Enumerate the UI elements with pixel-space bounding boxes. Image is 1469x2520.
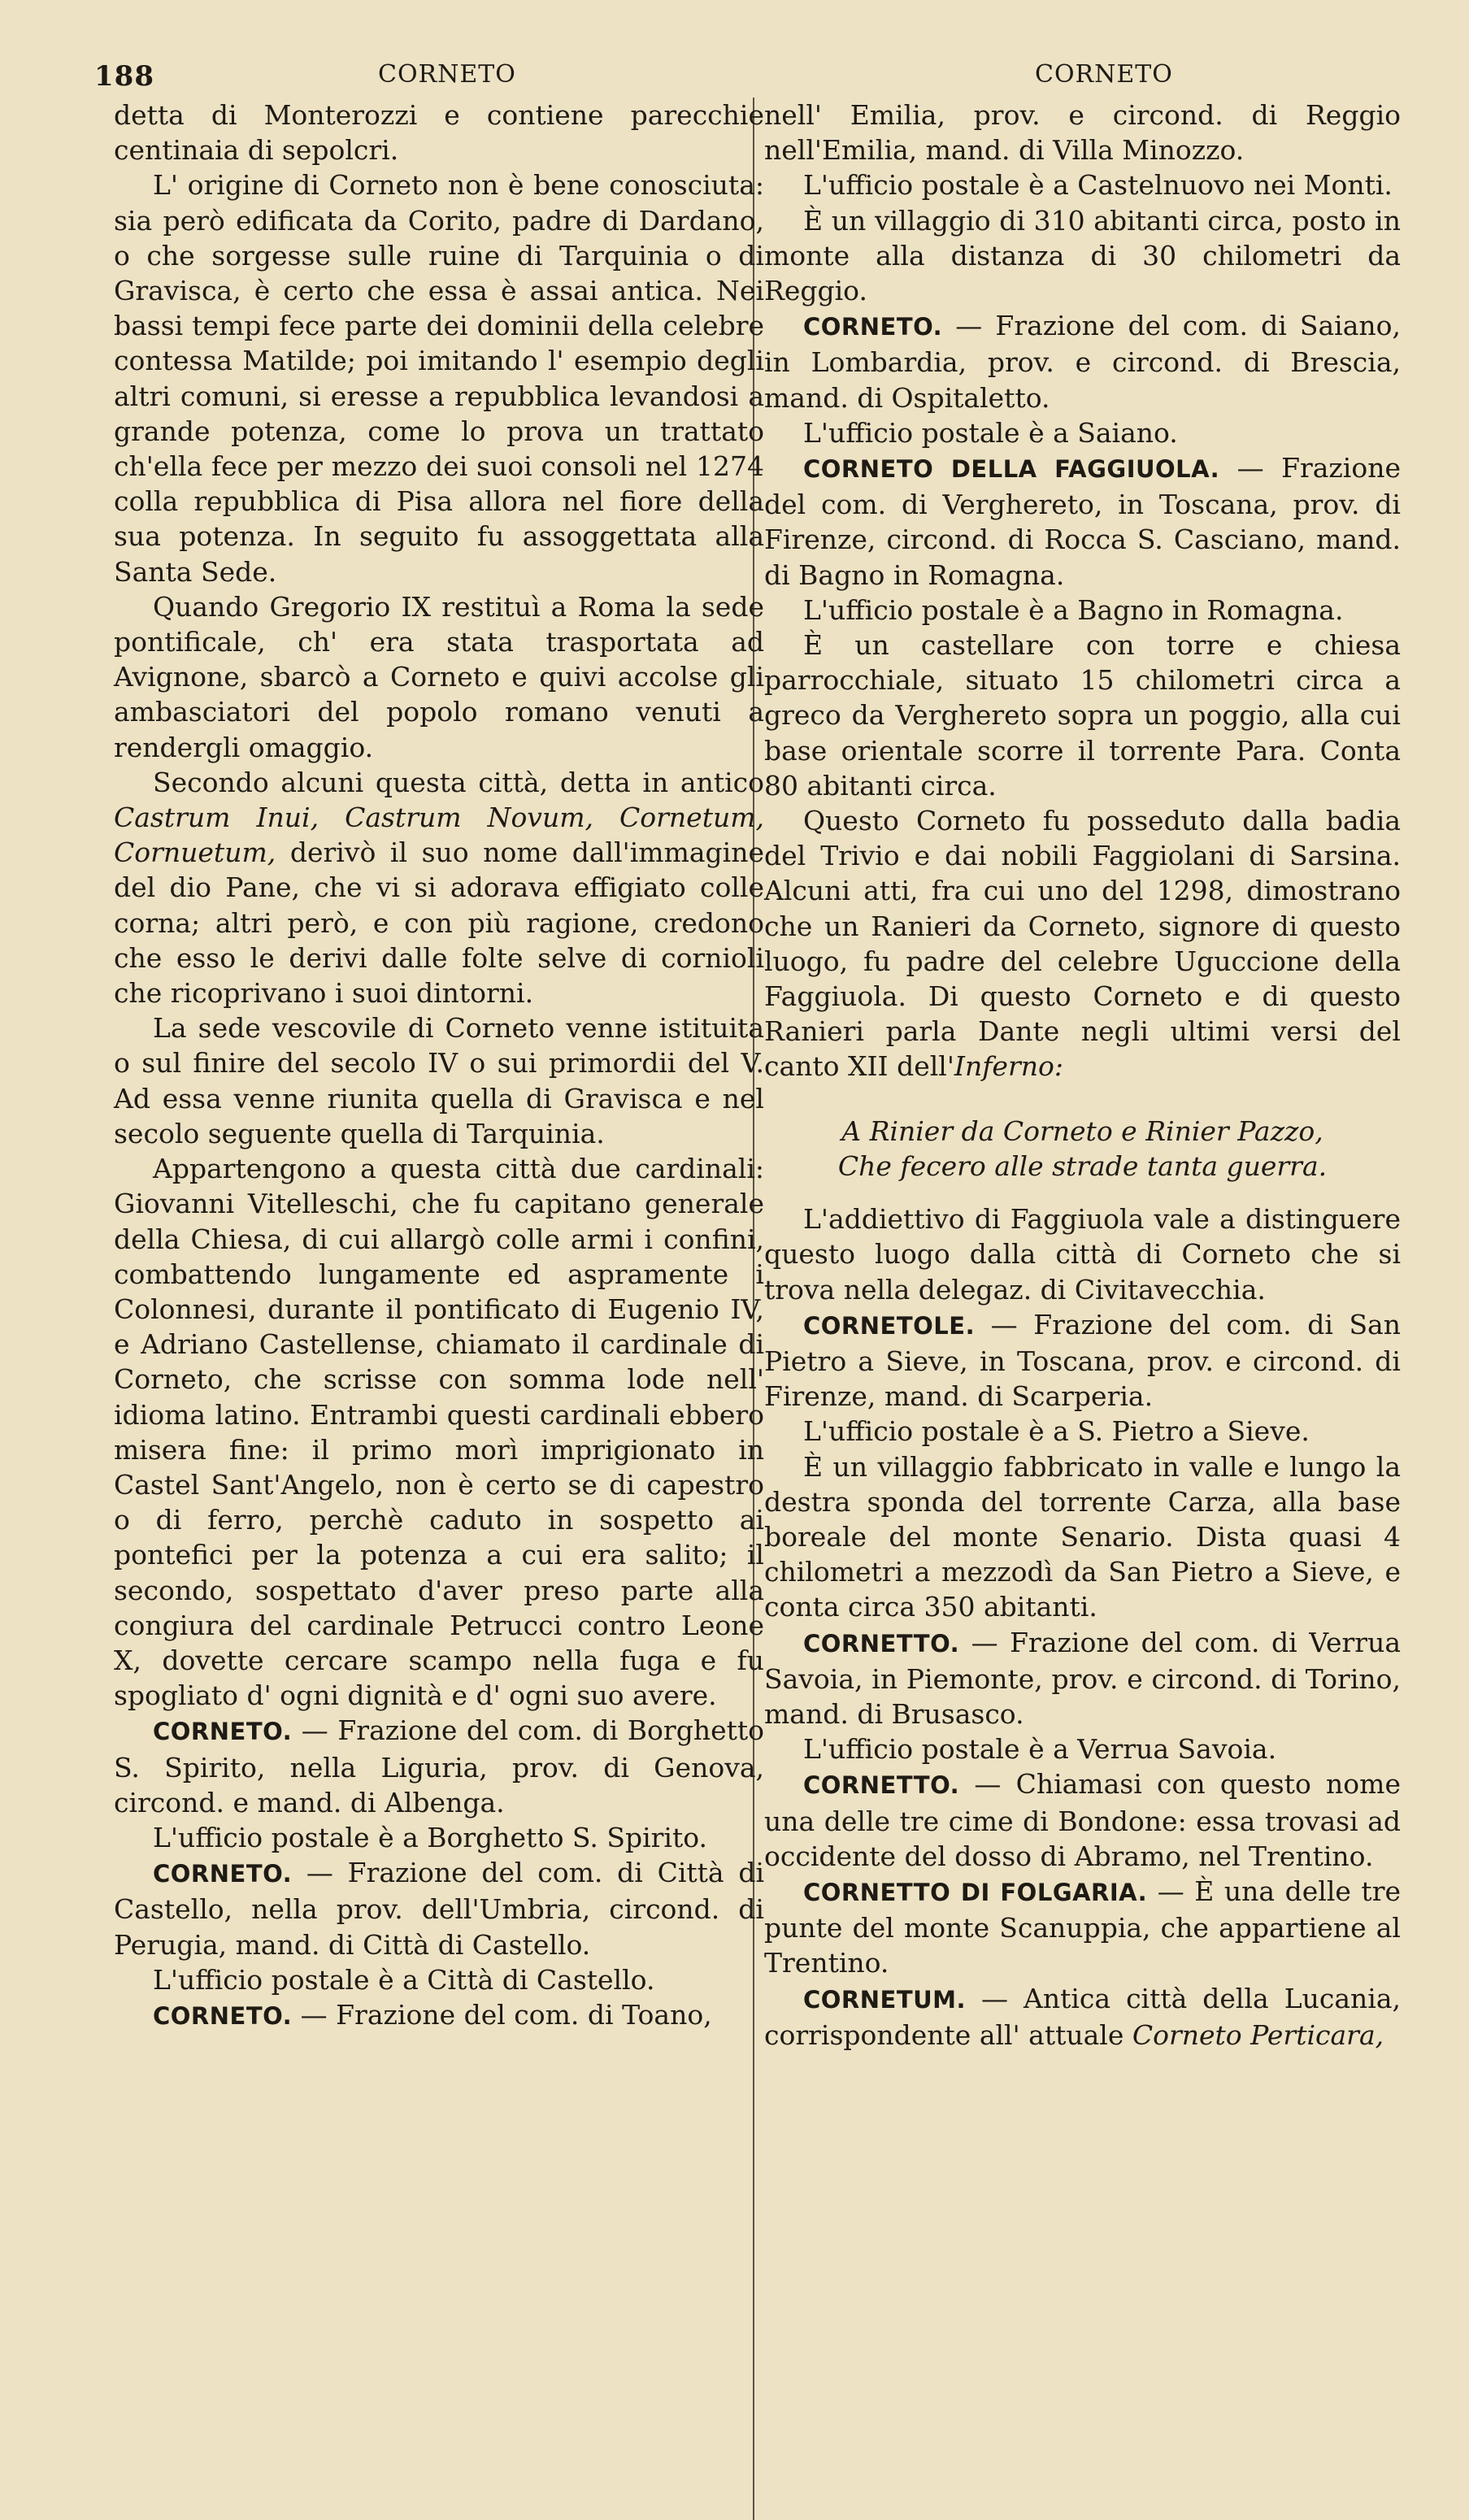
entry-heading: CORNETO DELLA FAGGIUOLA.: [803, 455, 1220, 484]
entry: [764, 1307, 1401, 1414]
text: Secondo alcuni questa città, detta in antico: [153, 766, 764, 798]
entry-text: — Frazione del com. di Saiano, in Lombardia, prov. e circond. di Brescia, mand. di Ospitaletto.: [764, 310, 1401, 414]
paragraph: La sede vescovile di Corneto venne istituita o sul finire del secolo IV o sui primordii del V. Ad essa venne riunita quella di Gravisca e nel secolo seguente quella di Tarquinia.: [114, 1012, 764, 1149]
paragraph: L'ufficio postale è a S. Pietro a Sieve.: [803, 1415, 1310, 1448]
paragraph: detta di Monterozzi e contiene parecchie centinaia di sepolcri.: [114, 99, 764, 167]
paragraph: L'addiettivo di Faggiuola vale a distinguere questo luogo dalla città di Corneto che si trova nella delegaz. di Civitavecchia.: [764, 1203, 1401, 1306]
entry-text: — Frazione del com. di Città di Castello, nella prov. dell'Umbria, circond. di Perugia, mand. di Città di Castello.: [114, 1857, 764, 1961]
paragraph: È un castellare con torre e chiesa parrocchiale, situato 15 chilometri circa a greco da Verghereto sopra un poggio, alla cui base orientale scorre il torrente Para. Conta 80 abitanti circa.: [764, 629, 1401, 802]
paragraph: L'ufficio postale è a Saiano.: [803, 416, 1178, 449]
running-head-right: CORNETO: [1035, 60, 1173, 89]
entry: [764, 1981, 1401, 2053]
text: Questo Corneto fu posseduto dalla badia del Trivio e dai nobili Faggiolani di Sarsina. Alcuni atti, fra cui uno del 1298, dimostrano che un Ranieri da Corneto, signore di questo luogo, fu padre del celebre Uguccione della Faggiuola. Di questo Corneto e di questo Ranieri parla Dante negli ultimi versi del canto XII dell': [764, 805, 1401, 1083]
entry: [114, 1713, 764, 1820]
entry-heading: CORNETOLE.: [803, 1311, 976, 1340]
paragraph: È un villaggio di 310 abitanti circa, posto in monte alla distanza di 30 chilometri da Reggio.: [764, 204, 1401, 307]
paragraph: L'ufficio postale è a Verrua Savoia.: [803, 1733, 1277, 1766]
entry-text: — Frazione del com. di Toano,: [300, 1998, 712, 2031]
paragraph: [764, 803, 1401, 1084]
entry: [114, 1855, 764, 1962]
italic-text: Castrum Inui, Castrum Novum, Cornetum, Cornuetum,: [114, 802, 764, 869]
quote-line: A Rinier da Corneto e Rinier Pazzo,: [841, 1114, 1323, 1147]
entry: [764, 450, 1401, 593]
entry-text: — Frazione del com. di Verrua Savoia, in Piemonte, prov. e circond. di Torino, mand. di Brusasco.: [764, 1626, 1401, 1730]
entry-heading: CORNETTO.: [803, 1629, 960, 1658]
paragraph: L'ufficio postale è a Bagno in Romagna.: [803, 593, 1344, 626]
entry-text: — Frazione del com. di Borghetto S. Spirito, nella Liguria, prov. di Genova, circond. e mand. di Albenga.: [114, 1714, 764, 1818]
entry-heading: CORNETO.: [803, 313, 943, 341]
entry-heading: CORNETO.: [153, 1860, 293, 1888]
left-column: [114, 98, 764, 2034]
entry-text: — Chiamasi con questo nome una delle tre cime di Bondone: essa trovasi ad occidente del dosso di Abramo, nel Trentino.: [764, 1768, 1401, 1872]
paragraph: [114, 765, 764, 1010]
entry: [764, 1625, 1401, 1732]
italic-text: Corneto Perticara,: [1132, 2018, 1384, 2051]
entry: [764, 1766, 1401, 1874]
entry: [764, 308, 1401, 415]
entry-heading: CORNETTO.: [803, 1771, 960, 1800]
right-column: [764, 98, 1401, 2053]
running-head-left: CORNETO: [378, 60, 516, 89]
paragraph: L'ufficio postale è a Borghetto S. Spirito.: [153, 1821, 707, 1853]
paragraph: Quando Gregorio IX restituì a Roma la sede pontificale, ch' era stata trasportata ad Avignone, sbarcò a Corneto e quivi accolse gli ambasciatori del popolo romano venuti a rendergli omaggio.: [114, 590, 764, 763]
text: derivò il suo nome dall'immagine del dio Pane, che vi si adorava effigiato colle corna; altri però, e con più ragione, credono che esso le derivi dalle folte selve di cornioli che ricoprivano i suoi dintorni.: [114, 836, 765, 1010]
quotation: [764, 1114, 1401, 1184]
paragraph: L'ufficio postale è a Città di Castello.: [153, 1963, 655, 1996]
page-number: 188: [94, 60, 154, 93]
entry-text: — Antica città della Lucania, corrispondente all' attuale: [764, 1982, 1401, 2051]
paragraph: L'ufficio postale è a Castelnuovo nei Monti.: [803, 169, 1393, 202]
paragraph: nell' Emilia, prov. e circond. di Reggio nell'Emilia, mand. di Villa Minozzo.: [764, 99, 1401, 167]
italic-text: Inferno:: [954, 1050, 1063, 1083]
entry-heading: CORNETTO DI FOLGARIA.: [803, 1878, 1148, 1906]
entry: [114, 1997, 764, 2034]
entry: [764, 1874, 1401, 1981]
entry-text: — È una delle tre punte del monte Scanuppia, che appartiene al Trentino.: [764, 1875, 1401, 1979]
quote-line: Che fecero alle strade tanta guerra.: [837, 1149, 1328, 1182]
entry-heading: CORNETO.: [153, 2001, 293, 2030]
paragraph: L' origine di Corneto non è bene conosciuta: sia però edificata da Corito, padre di Dardano, o che sorgesse sulle ruine di Tarquinia o di Gravisca, è certo che essa è assai antica. Nei bassi tempi fece parte dei dominii della celebre contessa Matilde; poi imitando l' esempio degli altri comuni, si eresse a repubblica levandosi a grande potenza, come lo prova un trattato ch'ella fece per mezzo dei suoi consoli nel 1274 colla repubblica di Pisa allora nel fiore della sua potenza. In seguito fu assoggettata alla Santa Sede.: [114, 169, 764, 588]
entry-text: — Frazione del com. di Verghereto, in Toscana, prov. di Firenze, circond. di Rocca S. Casciano, mand. di Bagno in Romagna.: [764, 452, 1402, 591]
entry-text: — Frazione del com. di San Pietro a Sieve, in Toscana, prov. e circond. di Firenze, mand. di Scarperia.: [764, 1308, 1401, 1413]
entry-heading: CORNETO.: [153, 1718, 293, 1746]
paragraph: È un villaggio fabbricato in valle e lungo la destra sponda del torrente Carza, alla base boreale del monte Senario. Dista quasi 4 chilometri a mezzodì da San Pietro a Sieve, e conta circa 350 abitanti.: [764, 1450, 1401, 1623]
paragraph: Appartengono a questa città due cardinali: Giovanni Vitelleschi, che fu capitano generale della Chiesa, di cui allargò colle armi i confini, combattendo lungamente ed aspramente i Colonnesi, durante il pontificato di Eugenio IV, e Adriano Castellense, chiamato il cardinale di Corneto, che scrisse con somma lode nell' idioma latino. Entrambi questi cardinali ebbero misera fine: il primo morì imprigionato in Castel Sant'Angelo, non è certo se di capestro o di ferro, perchè caduto in sospetto ai pontefici per la potenza a cui era salito; il secondo, sospettato d'aver preso parte alla congiura del cardinale Petrucci contro Leone X, dovette cercare scampo nella fuga e fu spogliato d' ogni dignità e d' ogni suo avere.: [114, 1153, 764, 1712]
entry-heading: CORNETUM.: [803, 1985, 967, 2014]
